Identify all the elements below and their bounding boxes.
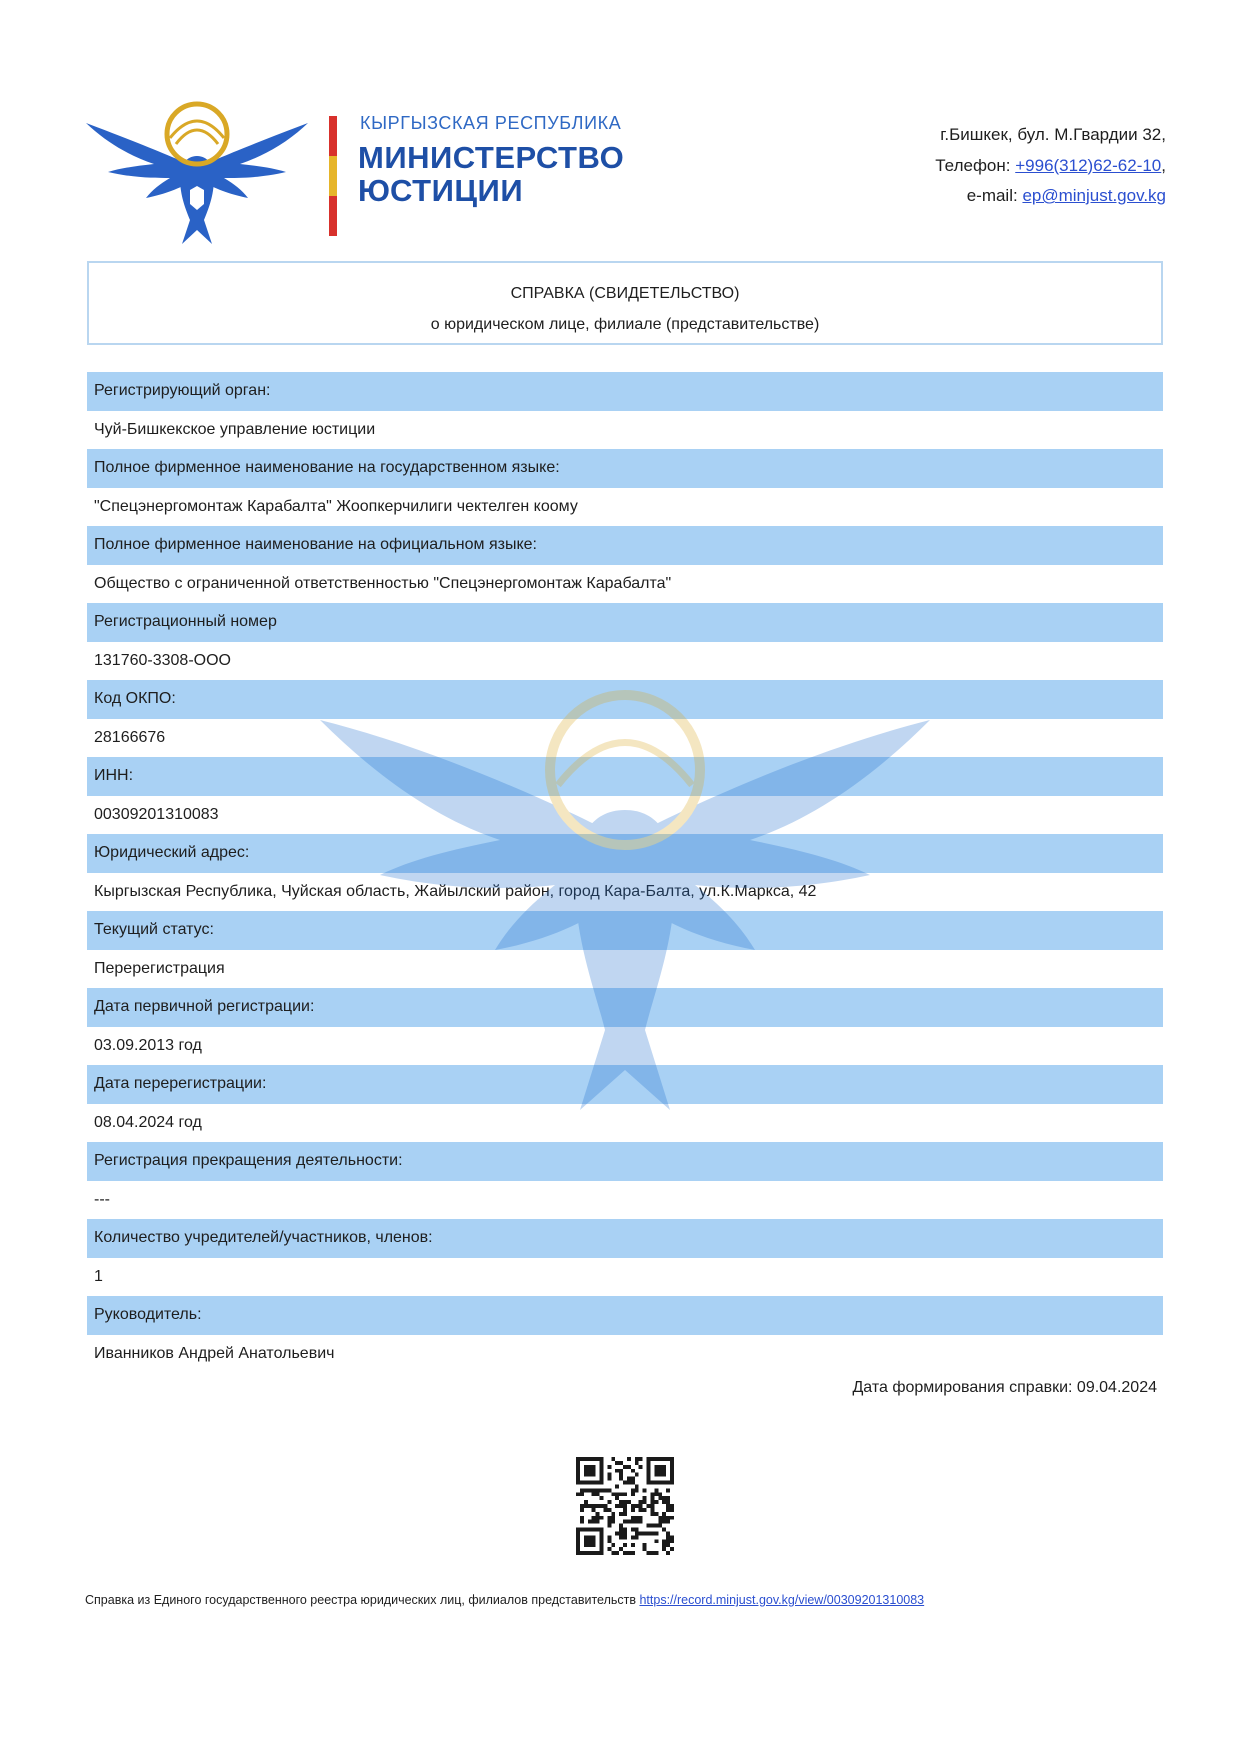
field-value: Чуй-Бишкекское управление юстиции <box>94 420 376 438</box>
email-line <box>935 181 1166 212</box>
flag-stripe <box>329 116 337 236</box>
field-label: ИНН: <box>87 757 1163 796</box>
ministry-title-line2: ЮСТИЦИИ <box>358 173 524 208</box>
qr-code-icon[interactable] <box>576 1457 674 1555</box>
footer-note <box>85 1593 924 1607</box>
field-value: "Спецэнергомонтаж Карабалта" Жоопкерчилиги чектелген коому <box>94 497 578 515</box>
eagle-watermark-icon <box>320 690 930 1120</box>
address-text: г.Бишкек, бул. М.Гвардии 32, <box>940 125 1166 144</box>
eagle-emblem-icon <box>86 98 308 246</box>
field-label: Юридический адрес: <box>87 834 1163 873</box>
field-label: Количество учредителей/участников, членов: <box>87 1219 1163 1258</box>
field-label: Текущий статус: <box>87 911 1163 950</box>
field-value: 00309201310083 <box>94 805 219 823</box>
contact-info <box>935 120 1166 212</box>
generation-date: Дата формирования справки: 09.04.2024 <box>852 1379 1157 1396</box>
phone-line: Телефон: +996(312)62-62-10, <box>935 155 1166 175</box>
field-value: Иванников Андрей Анатольевич <box>94 1344 335 1362</box>
field-label: Регистрационный номер <box>87 603 1163 642</box>
republic-title: КЫРГЫЗСКАЯ РЕСПУБЛИКА <box>360 113 622 133</box>
field-value: 131760-3308-ООО <box>94 651 231 669</box>
document-title: СПРАВКА (СВИДЕТЕЛЬСТВО) <box>510 285 740 302</box>
email-label: e-mail: <box>966 186 1023 205</box>
field-label: Дата перерегистрации: <box>87 1065 1163 1104</box>
field-label: Регистрирующий орган: <box>87 372 1163 411</box>
field-value: Перерегистрация <box>94 959 225 977</box>
ministry-title <box>358 141 624 207</box>
field-label: Полное фирменное наименование на государственном языке: <box>87 449 1163 488</box>
field-label: Код ОКПО: <box>87 680 1163 719</box>
field-label: Дата первичной регистрации: <box>87 988 1163 1027</box>
footer-text: Справка из Единого государственного реестра юридических лиц, филиалов представительств <box>85 1593 640 1607</box>
registry-link[interactable]: https://record.minjust.gov.kg/view/00309201310083 <box>639 1593 925 1607</box>
ministry-title-line1: МИНИСТЕРСТВО <box>358 140 625 175</box>
document-title-box <box>87 261 1163 345</box>
phone-link[interactable]: +996(312)62-62-10 <box>1015 155 1162 175</box>
field-value: 1 <box>94 1267 103 1285</box>
field-value: 08.04.2024 год <box>94 1113 202 1131</box>
field-label: Руководитель: <box>87 1296 1163 1335</box>
field-value: Общество с ограниченной ответственностью "Спецэнергомонтаж Карабалта" <box>94 574 672 592</box>
field-label: Полное фирменное наименование на официальном языке: <box>87 526 1163 565</box>
field-label: Регистрация прекращения деятельности: <box>87 1142 1163 1181</box>
phone-label: Телефон: <box>935 155 1016 175</box>
field-value: Кыргызская Республика, Чуйская область, Жайылский район, город Кара-Балта, ул.К.Маркса, 42 <box>94 882 817 900</box>
email-link[interactable]: ep@minjust.gov.kg <box>1022 186 1166 205</box>
field-value: 03.09.2013 год <box>94 1036 202 1054</box>
field-value: 28166676 <box>94 728 166 746</box>
field-value: --- <box>94 1190 110 1208</box>
document-subtitle: о юридическом лице, филиале (представительстве) <box>430 316 820 333</box>
